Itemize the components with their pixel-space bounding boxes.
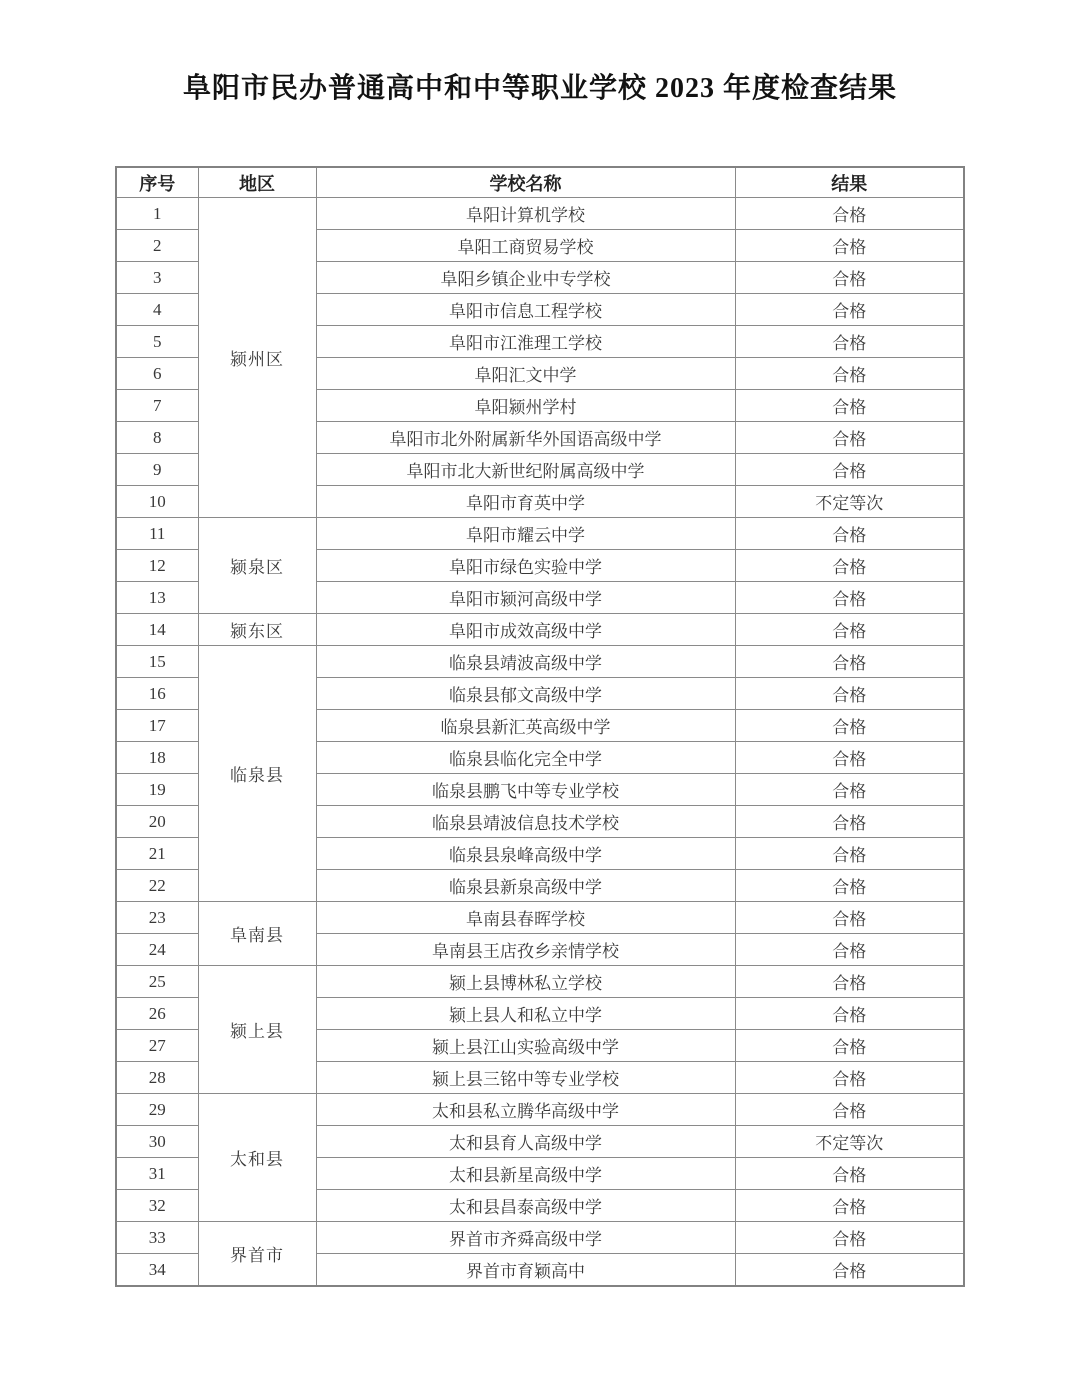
school-name-cell: 临泉县新泉高级中学 xyxy=(316,870,735,902)
row-number-cell: 30 xyxy=(116,1126,198,1158)
school-name-cell: 阜阳工商贸易学校 xyxy=(316,230,735,262)
table-body xyxy=(116,198,964,1287)
result-cell: 合格 xyxy=(735,294,964,326)
region-cell: 阜南县 xyxy=(198,902,316,966)
row-number-cell: 24 xyxy=(116,934,198,966)
school-name-cell: 阜阳计算机学校 xyxy=(316,198,735,230)
result-cell: 合格 xyxy=(735,422,964,454)
row-number-cell: 16 xyxy=(116,678,198,710)
row-number-cell: 4 xyxy=(116,294,198,326)
row-number-cell: 25 xyxy=(116,966,198,998)
school-name-cell: 太和县育人高级中学 xyxy=(316,1126,735,1158)
table-row xyxy=(116,198,964,230)
row-number-cell: 21 xyxy=(116,838,198,870)
result-cell: 合格 xyxy=(735,774,964,806)
result-cell: 合格 xyxy=(735,1222,964,1254)
row-number-cell: 34 xyxy=(116,1254,198,1287)
row-number-cell: 29 xyxy=(116,1094,198,1126)
result-cell: 合格 xyxy=(735,934,964,966)
result-cell: 合格 xyxy=(735,870,964,902)
result-cell: 合格 xyxy=(735,646,964,678)
row-number-cell: 26 xyxy=(116,998,198,1030)
result-cell: 合格 xyxy=(735,390,964,422)
row-number-cell: 6 xyxy=(116,358,198,390)
school-name-cell: 阜阳市耀云中学 xyxy=(316,518,735,550)
result-cell: 合格 xyxy=(735,1190,964,1222)
result-cell: 合格 xyxy=(735,454,964,486)
result-cell: 合格 xyxy=(735,710,964,742)
row-number-cell: 33 xyxy=(116,1222,198,1254)
row-number-cell: 13 xyxy=(116,582,198,614)
row-number-cell: 7 xyxy=(116,390,198,422)
school-name-cell: 阜阳市颍河高级中学 xyxy=(316,582,735,614)
school-name-cell: 临泉县泉峰高级中学 xyxy=(316,838,735,870)
table-row xyxy=(116,1222,964,1254)
school-name-cell: 临泉县郁文高级中学 xyxy=(316,678,735,710)
row-number-cell: 2 xyxy=(116,230,198,262)
header-result: 结果 xyxy=(735,167,964,198)
page-title: 阜阳市民办普通高中和中等职业学校 2023 年度检查结果 xyxy=(182,73,897,104)
school-name-cell: 阜南县王店孜乡亲情学校 xyxy=(316,934,735,966)
school-name-cell: 阜阳汇文中学 xyxy=(316,358,735,390)
inspection-results-table xyxy=(115,166,965,1287)
row-number-cell: 19 xyxy=(116,774,198,806)
row-number-cell: 27 xyxy=(116,1030,198,1062)
school-name-cell: 颍上县三铭中等专业学校 xyxy=(316,1062,735,1094)
table-header-row xyxy=(116,167,964,198)
school-name-cell: 临泉县靖波高级中学 xyxy=(316,646,735,678)
row-number-cell: 10 xyxy=(116,486,198,518)
result-cell: 合格 xyxy=(735,742,964,774)
school-name-cell: 阜阳市江淮理工学校 xyxy=(316,326,735,358)
result-cell: 合格 xyxy=(735,358,964,390)
table-row xyxy=(116,1094,964,1126)
school-name-cell: 临泉县临化完全中学 xyxy=(316,742,735,774)
result-cell: 合格 xyxy=(735,198,964,230)
result-cell: 合格 xyxy=(735,262,964,294)
row-number-cell: 18 xyxy=(116,742,198,774)
school-name-cell: 阜阳市绿色实验中学 xyxy=(316,550,735,582)
row-number-cell: 20 xyxy=(116,806,198,838)
result-cell: 合格 xyxy=(735,1030,964,1062)
header-school-name: 学校名称 xyxy=(316,167,735,198)
header-serial-number: 序号 xyxy=(116,167,198,198)
result-cell: 合格 xyxy=(735,902,964,934)
table-row xyxy=(116,902,964,934)
row-number-cell: 15 xyxy=(116,646,198,678)
table-row xyxy=(116,614,964,646)
row-number-cell: 1 xyxy=(116,198,198,230)
school-name-cell: 颍上县人和私立中学 xyxy=(316,998,735,1030)
school-name-cell: 阜阳市育英中学 xyxy=(316,486,735,518)
school-name-cell: 太和县昌泰高级中学 xyxy=(316,1190,735,1222)
result-cell: 合格 xyxy=(735,1094,964,1126)
region-cell: 颍上县 xyxy=(198,966,316,1094)
result-cell: 合格 xyxy=(735,614,964,646)
region-cell: 临泉县 xyxy=(198,646,316,902)
row-number-cell: 8 xyxy=(116,422,198,454)
result-cell: 合格 xyxy=(735,1254,964,1287)
school-name-cell: 界首市育颖高中 xyxy=(316,1254,735,1287)
school-name-cell: 临泉县新汇英高级中学 xyxy=(316,710,735,742)
row-number-cell: 32 xyxy=(116,1190,198,1222)
school-name-cell: 临泉县鹏飞中等专业学校 xyxy=(316,774,735,806)
result-cell: 合格 xyxy=(735,678,964,710)
school-name-cell: 阜阳市信息工程学校 xyxy=(316,294,735,326)
result-cell: 合格 xyxy=(735,518,964,550)
result-cell: 合格 xyxy=(735,806,964,838)
school-name-cell: 阜阳颍州学村 xyxy=(316,390,735,422)
school-name-cell: 临泉县靖波信息技术学校 xyxy=(316,806,735,838)
region-cell: 界首市 xyxy=(198,1222,316,1287)
region-cell: 颍泉区 xyxy=(198,518,316,614)
result-cell: 合格 xyxy=(735,1158,964,1190)
region-cell: 太和县 xyxy=(198,1094,316,1222)
row-number-cell: 22 xyxy=(116,870,198,902)
region-cell: 颍州区 xyxy=(198,198,316,518)
school-name-cell: 太和县私立腾华高级中学 xyxy=(316,1094,735,1126)
result-cell: 合格 xyxy=(735,1062,964,1094)
result-cell: 合格 xyxy=(735,230,964,262)
result-cell: 合格 xyxy=(735,998,964,1030)
result-cell: 合格 xyxy=(735,326,964,358)
school-name-cell: 阜阳市成效高级中学 xyxy=(316,614,735,646)
table-row xyxy=(116,966,964,998)
row-number-cell: 23 xyxy=(116,902,198,934)
result-cell: 合格 xyxy=(735,838,964,870)
school-name-cell: 阜阳乡镇企业中专学校 xyxy=(316,262,735,294)
row-number-cell: 17 xyxy=(116,710,198,742)
header-region: 地区 xyxy=(198,167,316,198)
row-number-cell: 14 xyxy=(116,614,198,646)
school-name-cell: 阜南县春晖学校 xyxy=(316,902,735,934)
result-cell: 合格 xyxy=(735,550,964,582)
result-cell: 不定等次 xyxy=(735,1126,964,1158)
row-number-cell: 5 xyxy=(116,326,198,358)
region-cell: 颍东区 xyxy=(198,614,316,646)
row-number-cell: 31 xyxy=(116,1158,198,1190)
result-cell: 不定等次 xyxy=(735,486,964,518)
school-name-cell: 太和县新星高级中学 xyxy=(316,1158,735,1190)
school-name-cell: 阜阳市北外附属新华外国语高级中学 xyxy=(316,422,735,454)
row-number-cell: 12 xyxy=(116,550,198,582)
result-cell: 合格 xyxy=(735,966,964,998)
row-number-cell: 11 xyxy=(116,518,198,550)
result-cell: 合格 xyxy=(735,582,964,614)
row-number-cell: 28 xyxy=(116,1062,198,1094)
row-number-cell: 9 xyxy=(116,454,198,486)
school-name-cell: 界首市齐舜高级中学 xyxy=(316,1222,735,1254)
table-row xyxy=(116,646,964,678)
table-row xyxy=(116,518,964,550)
row-number-cell: 3 xyxy=(116,262,198,294)
school-name-cell: 阜阳市北大新世纪附属高级中学 xyxy=(316,454,735,486)
school-name-cell: 颍上县博林私立学校 xyxy=(316,966,735,998)
school-name-cell: 颍上县江山实验高级中学 xyxy=(316,1030,735,1062)
